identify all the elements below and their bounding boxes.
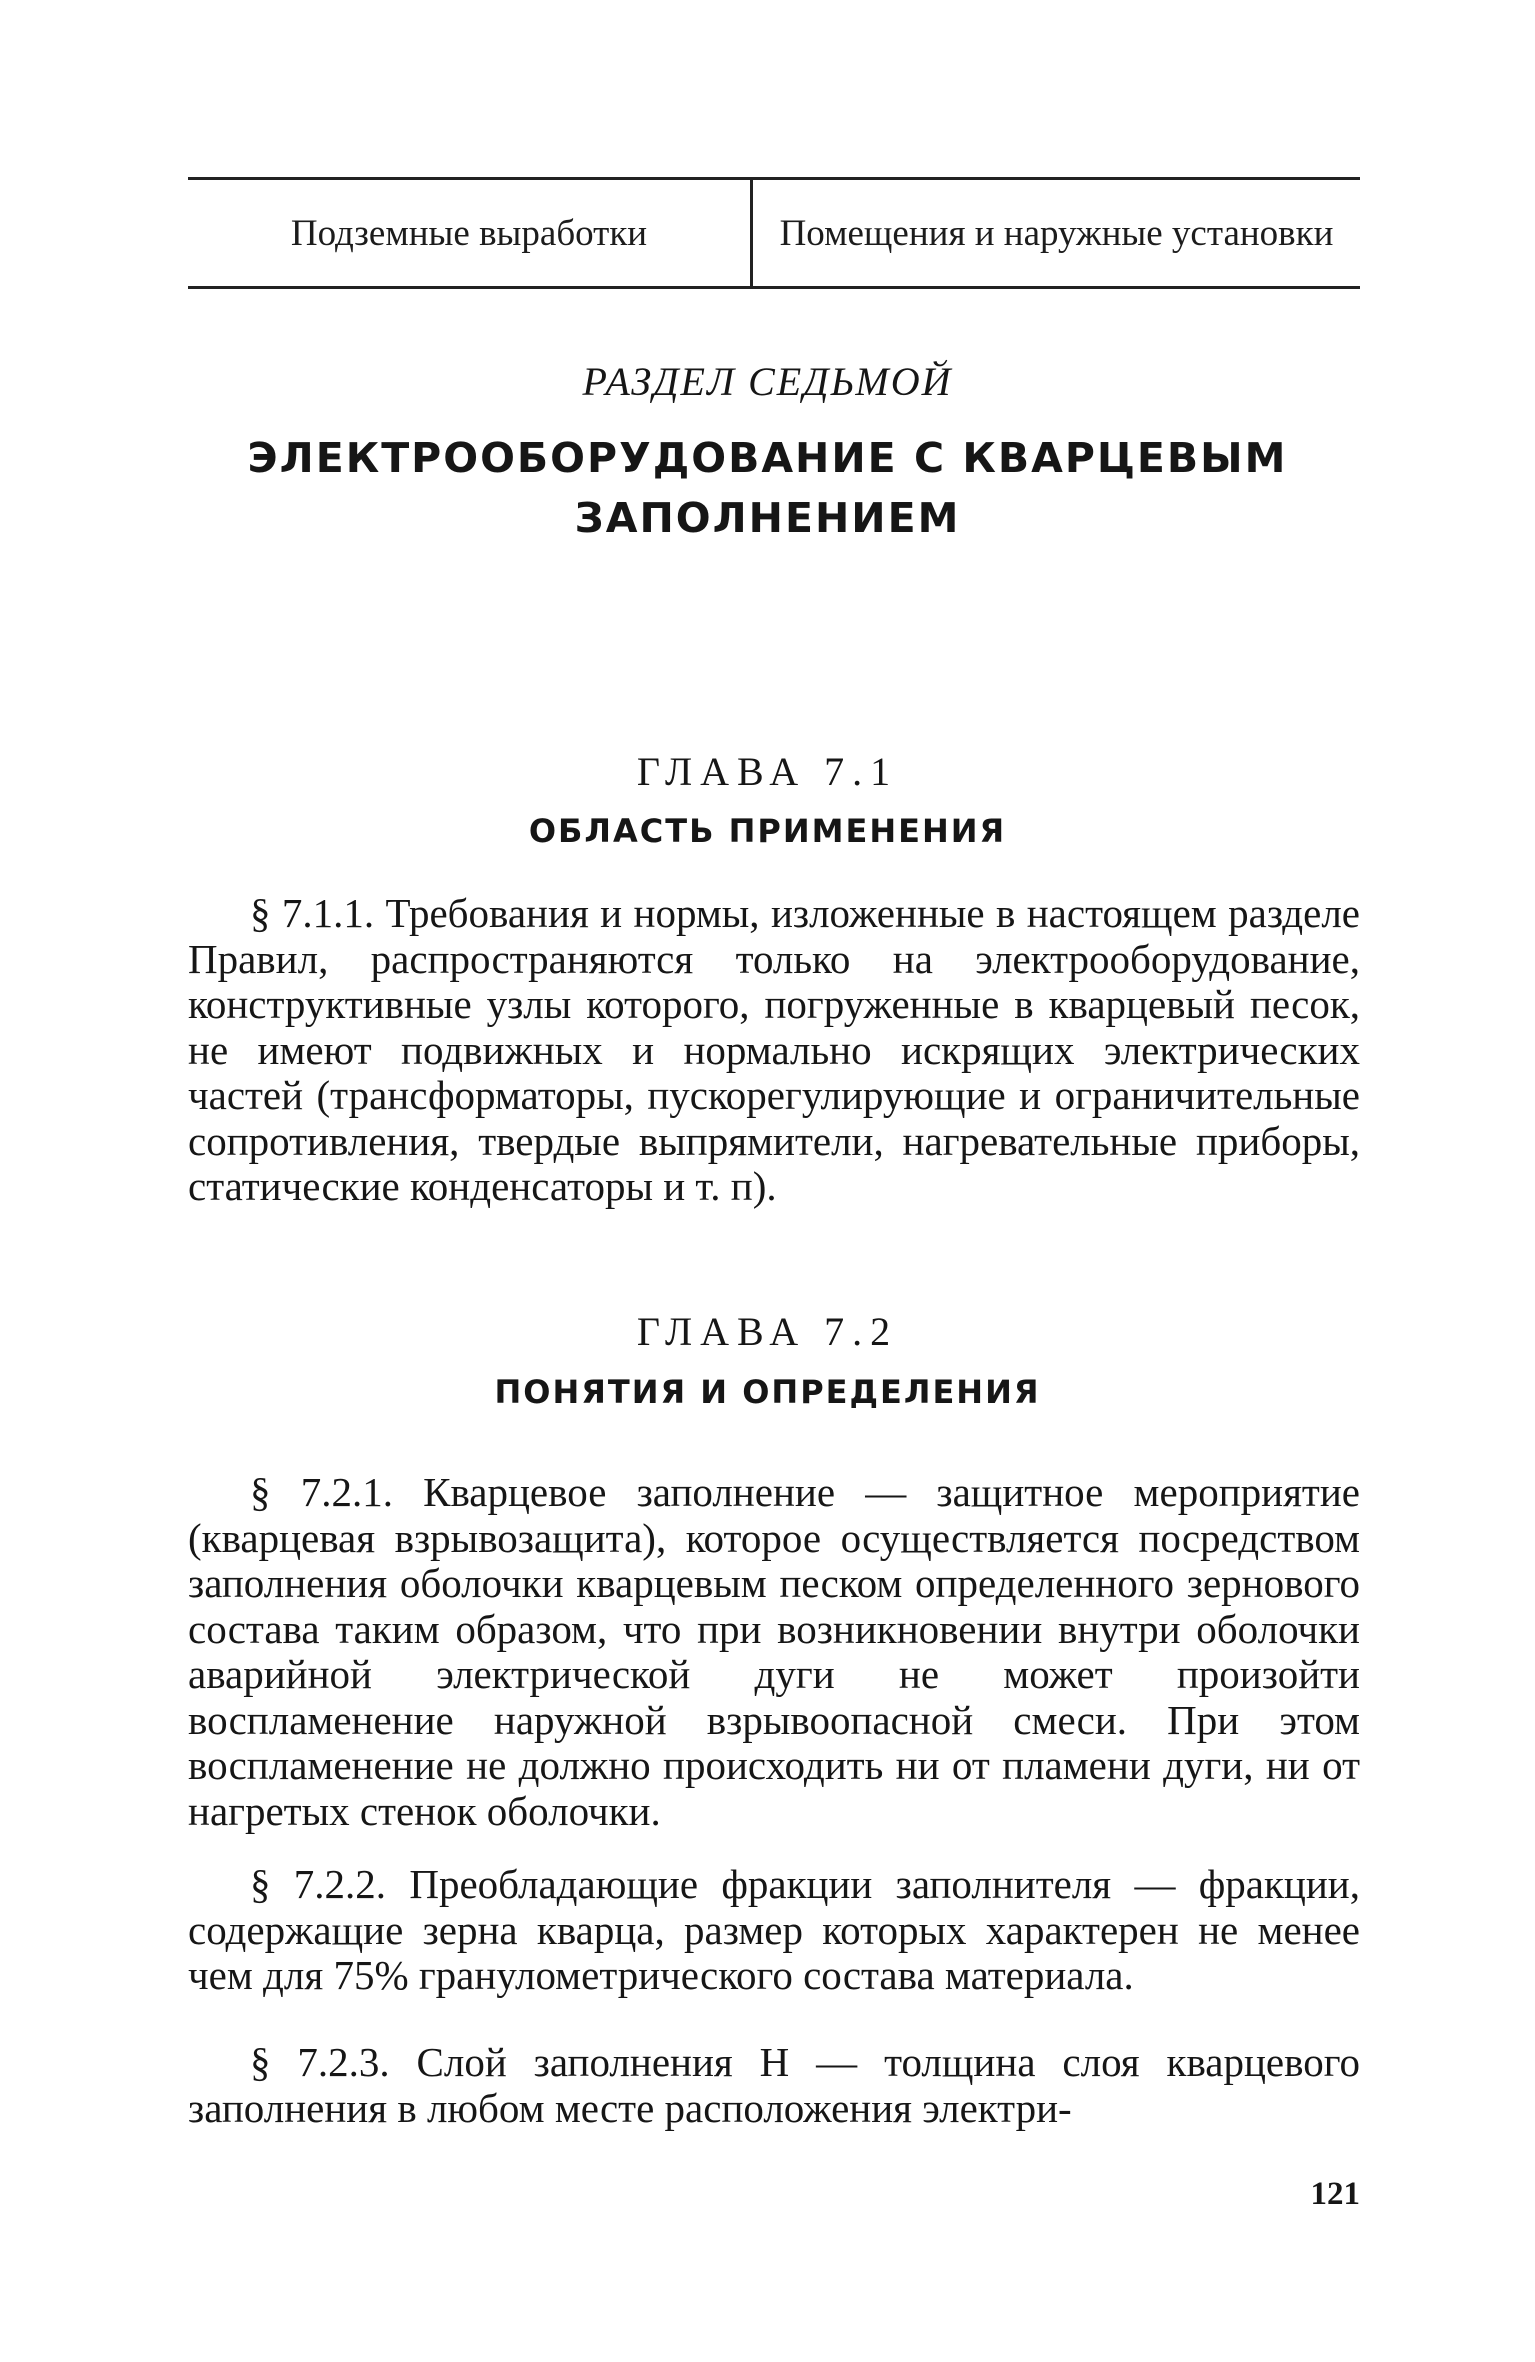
paragraph-text: § 7.1.1. Требования и нормы, изложенные в настоящем разделе Правил, распространяются только на электрооборудование, конструктивные узлы которого, погруженные в кварцевый песок, не имеют подвижных и нормально искрящих электрических частей (трансформаторы, пускорегулирующие и ограничительные сопротивления, твердые выпрямители, нагревательные приборы, статические конденсаторы и т. п). <box>188 890 1360 1209</box>
section-title-line-1: ЭЛЕКТРООБОРУДОВАНИЕ С КВАРЦЕВЫМ <box>247 434 1288 482</box>
header-table <box>188 177 1360 289</box>
header-right-cell: Помещения и наружные установки <box>779 212 1334 254</box>
paragraph-text: § 7.2.1. Кварцевое заполнение — защитное мероприятие (кварцевая взрывозащита), которое осуществляется посредством заполнения оболочки кварцевым песком определенного зернового состава таким образом, что при возникновении внутри оболочки аварийной электрической дуги не может произойти воспламенение наружной взрывоопасной смеси. При этом воспламенение не должно происходить ни от пламени дуги, ни от нагретых стенок оболочки. <box>188 1469 1360 1834</box>
paragraph-7-2-3 <box>188 2040 1360 2131</box>
header-left-cell: Подземные выработки <box>188 180 753 286</box>
chapter-7-1-label: ГЛАВА 7.1 <box>636 749 899 794</box>
chapter-7-2-title: ПОНЯТИЯ И ОПРЕДЕЛЕНИЯ <box>494 1373 1041 1411</box>
paragraph-7-1-1 <box>188 891 1360 1210</box>
paragraph-text: § 7.2.2. Преобладающие фракции заполнителя — фракции, содержащие зерна кварца, размер которых характерен не менее чем для 75% гранулометрического состава материала. <box>188 1861 1360 1998</box>
chapter-7-1-title: ОБЛАСТЬ ПРИМЕНЕНИЯ <box>528 812 1007 850</box>
paragraph-7-2-1 <box>188 1470 1360 1834</box>
page-number: 121 <box>1310 2176 1360 2212</box>
section-title-line-2: ЗАПОЛНЕНИЕМ <box>574 494 961 542</box>
section-label: РАЗДЕЛ СЕДЬМОЙ <box>582 359 953 404</box>
paragraph-7-2-2 <box>188 1862 1360 1999</box>
section-title <box>0 428 1535 548</box>
paragraph-text: § 7.2.3. Слой заполнения H — толщина слоя кварцевого заполнения в любом месте расположения электри- <box>188 2039 1360 2131</box>
chapter-7-2-label: ГЛАВА 7.2 <box>636 1309 899 1354</box>
